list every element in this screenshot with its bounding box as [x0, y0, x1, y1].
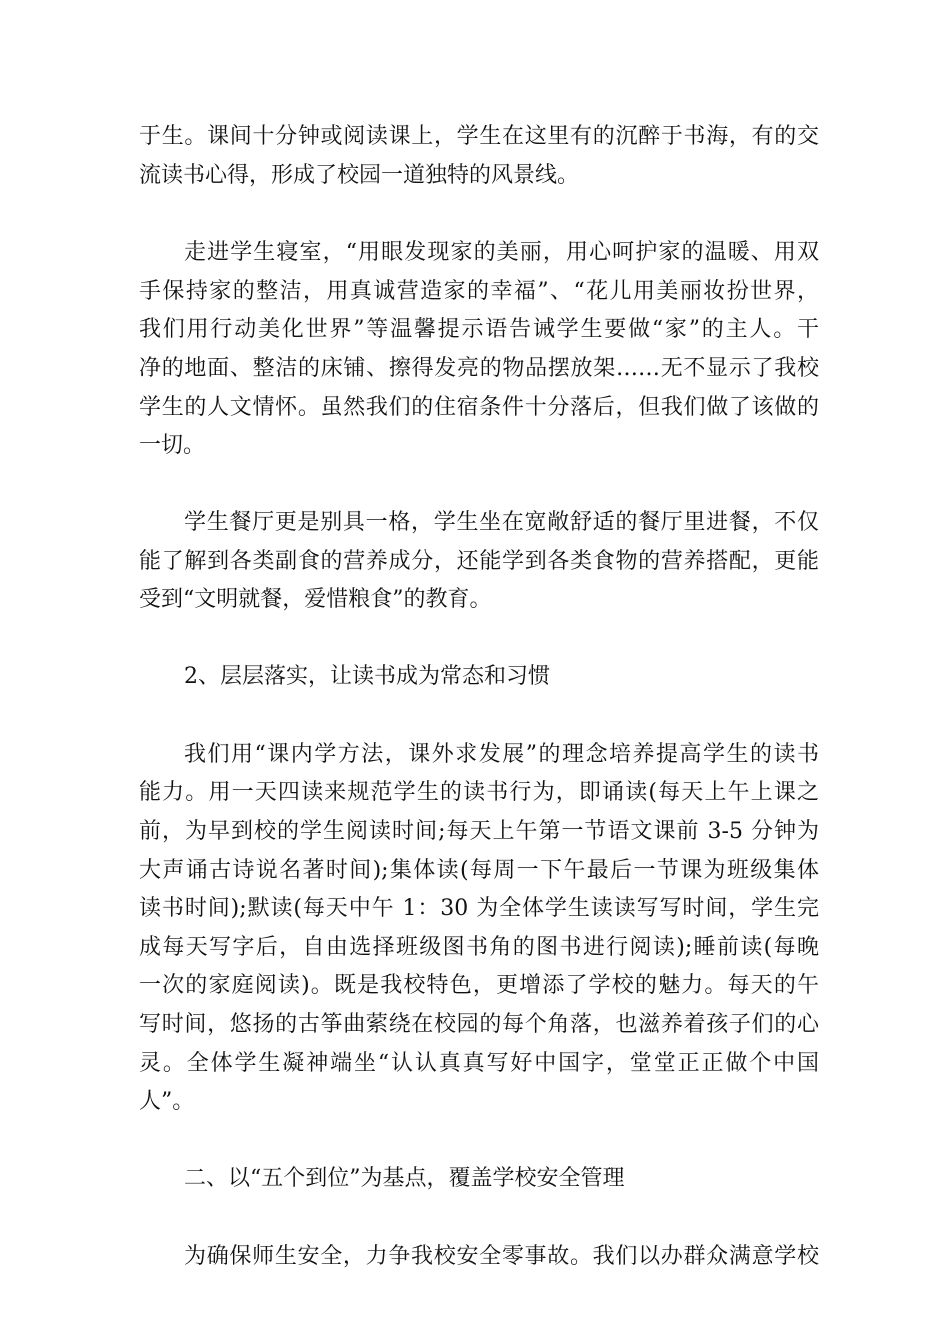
paragraph-2-line-4: 净的地面、整洁的床铺、擦得发亮的物品摆放架……无不显示了我校 — [139, 356, 819, 381]
paragraph-3-line-3: 受到“文明就餐，爱惜粮食”的教育。 — [139, 587, 492, 612]
paragraph-2-line-2: 手保持家的整洁，用真诚营造家的幸福”、“花儿用美丽妆扮世界， — [139, 279, 819, 304]
paragraph-5-line-4: 大声诵古诗说名著时间);集体读(每周一下午最后一节课为班级集体 — [139, 858, 819, 883]
paragraph-5-line-6: 成每天写字后，自由选择班级图书角的图书进行阅读);睡前读(每晚 — [139, 935, 819, 960]
paragraph-5-line-10: 人”。 — [139, 1089, 195, 1114]
paragraph-5-line-2: 能力。用一天四读来规范学生的读书行为，即诵读(每天上午上课之 — [139, 780, 819, 805]
paragraph-7-line-1: 为确保师生安全，力争我校安全零事故。我们以办群众满意学校 — [184, 1244, 819, 1269]
paragraph-5-line-9: 灵。全体学生凝神端坐“认认真真写好中国字，堂堂正正做个中国 — [139, 1051, 819, 1076]
paragraph-5-line-3: 前，为早到校的学生阅读时间;每天上午第一节语文课前 3-5 分钟为 — [139, 819, 819, 844]
paragraph-2-line-6: 一切。 — [139, 433, 206, 458]
paragraph-2-line-5: 学生的人文情怀。虽然我们的住宿条件十分落后，但我们做了该做的 — [139, 395, 819, 420]
paragraph-5-line-7: 一次的家庭阅读)。既是我校特色，更增添了学校的魅力。每天的午 — [139, 973, 819, 998]
paragraph-1-line-2: 流读书心得，形成了校园一道独特的风景线。 — [139, 163, 580, 188]
paragraph-3-line-1: 学生餐厅更是别具一格，学生坐在宽敞舒适的餐厅里进餐，不仅 — [184, 510, 819, 535]
paragraph-2-line-3: 我们用行动美化世界”等温馨提示语告诫学生要做“家”的主人。干 — [139, 317, 819, 342]
paragraph-3-line-2: 能了解到各类副食的营养成分，还能学到各类食物的营养搭配，更能 — [139, 549, 819, 574]
paragraph-5-line-1: 我们用“课内学方法，课外求发展”的理念培养提高学生的读书 — [184, 742, 819, 767]
paragraph-1-line-1: 于生。课间十分钟或阅读课上，学生在这里有的沉醉于书海，有的交 — [139, 124, 819, 149]
paragraph-5-line-5: 读书时间);默读(每天中午 1：30 为全体学生读读写写时间，学生完 — [139, 896, 819, 921]
paragraph-5-line-8: 写时间，悠扬的古筝曲萦绕在校园的每个角落，也滋养着孩子们的心 — [139, 1012, 819, 1037]
paragraph-2-line-1: 走进学生寝室，“用眼发现家的美丽，用心呵护家的温暖、用双 — [184, 240, 819, 265]
section-heading-two: 二、以“五个到位”为基点，覆盖学校安全管理 — [184, 1166, 625, 1191]
section-heading-2: 2、层层落实，让读书成为常态和习惯 — [184, 664, 550, 689]
